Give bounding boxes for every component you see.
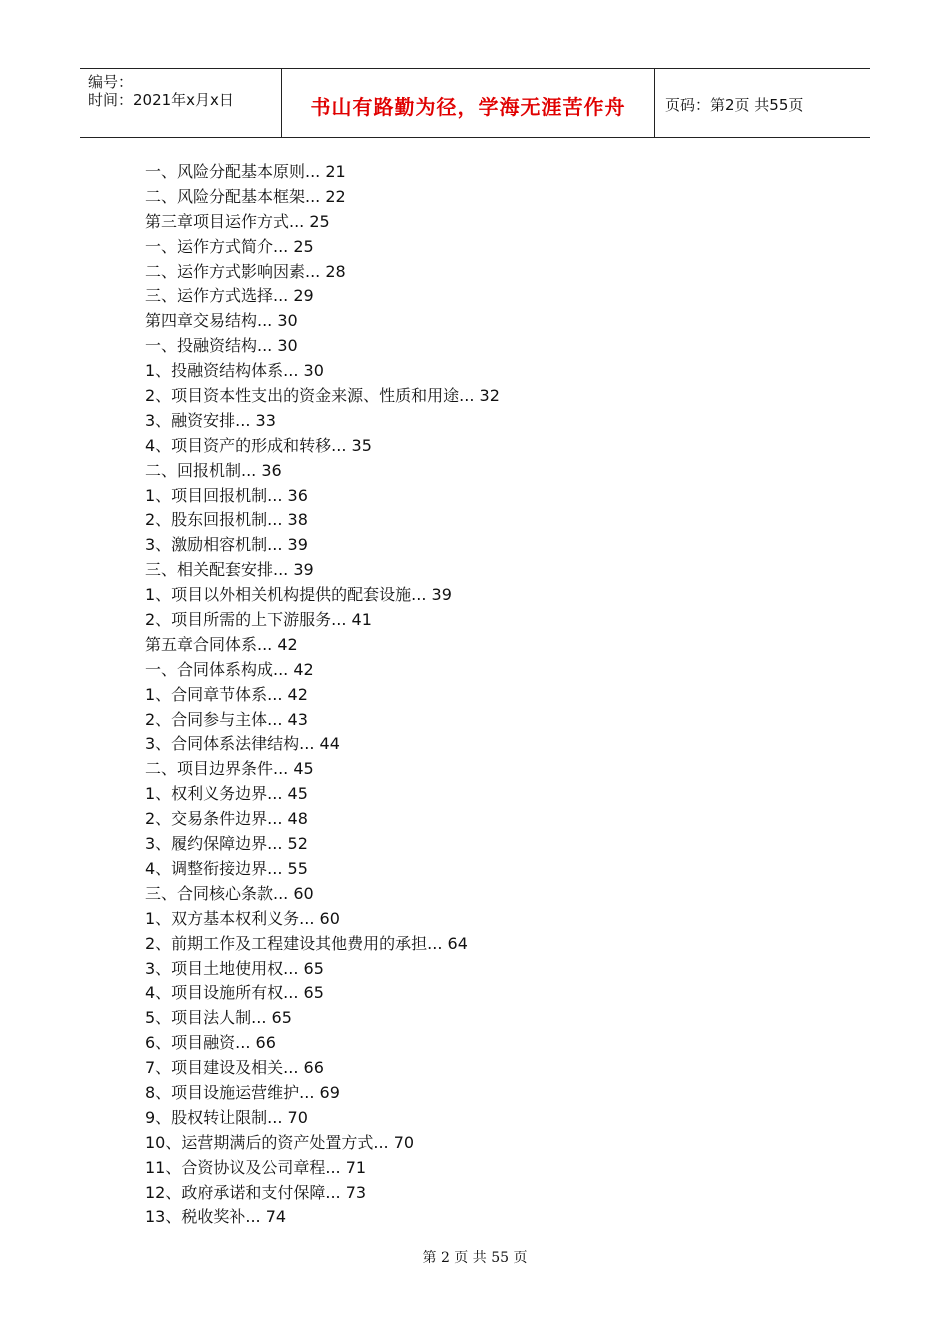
table-of-contents [145,160,500,1230]
toc-entry[interactable]: 3、履约保障边界... 52 [145,834,308,854]
toc-entry[interactable]: 13、税收奖补... 74 [145,1207,287,1227]
toc-entry[interactable]: 1、投融资结构体系... 30 [145,361,324,381]
header-motto: 书山有路勤为径，学海无涯苦作舟 [310,95,626,119]
header-motto-cell [282,69,655,137]
document-number-label: 编号： [88,73,134,91]
toc-entry[interactable]: 一、合同体系构成... 42 [145,659,314,679]
toc-entry[interactable]: 2、项目资本性支出的资金来源、性质和用途... 32 [145,386,500,406]
toc-entry[interactable]: 一、投融资结构... 30 [145,336,298,356]
toc-entry[interactable]: 2、交易条件边界... 48 [145,809,308,829]
toc-entry[interactable]: 第五章合同体系... 42 [145,634,298,654]
toc-entry[interactable]: 2、合同参与主体... 43 [145,709,308,729]
toc-entry[interactable]: 2、项目所需的上下游服务... 41 [145,610,372,630]
toc-entry[interactable]: 9、股权转让限制... 70 [145,1107,308,1127]
toc-entry[interactable]: 1、项目以外相关机构提供的配套设施... 39 [145,585,452,605]
header-info-cell [80,69,282,137]
toc-entry[interactable]: 10、运营期满后的资产处置方式... 70 [145,1132,415,1152]
document-date: 时间：2021年x月x日 [88,91,234,109]
toc-entry[interactable]: 11、合资协议及公司章程... 71 [145,1157,367,1177]
toc-entry[interactable]: 1、双方基本权利义务... 60 [145,908,340,928]
toc-entry[interactable]: 第三章项目运作方式... 25 [145,211,330,231]
toc-entry[interactable]: 8、项目设施运营维护... 69 [145,1082,340,1102]
toc-entry[interactable]: 3、激励相容机制... 39 [145,535,308,555]
toc-entry[interactable]: 二、回报机制... 36 [145,460,282,480]
toc-entry[interactable]: 一、运作方式简介... 25 [145,236,314,256]
toc-entry[interactable]: 4、调整衔接边界... 55 [145,858,308,878]
toc-entry[interactable]: 三、相关配套安排... 39 [145,560,314,580]
toc-entry[interactable]: 二、风险分配基本框架... 22 [145,186,346,206]
toc-entry[interactable]: 7、项目建设及相关... 66 [145,1058,324,1078]
toc-entry[interactable]: 3、合同体系法律结构... 44 [145,734,340,754]
toc-entry[interactable]: 三、运作方式选择... 29 [145,286,314,306]
page-header [80,68,870,138]
toc-entry[interactable]: 2、股东回报机制... 38 [145,510,308,530]
toc-entry[interactable]: 第四章交易结构... 30 [145,311,298,331]
toc-entry[interactable]: 5、项目法人制... 65 [145,1008,292,1028]
toc-entry[interactable]: 二、项目边界条件... 45 [145,759,314,779]
toc-entry[interactable]: 3、融资安排... 33 [145,410,276,430]
page-footer: 第 2 页 共 55 页 [422,1250,528,1266]
toc-entry[interactable]: 4、项目设施所有权... 65 [145,983,324,1003]
toc-entry[interactable]: 1、项目回报机制... 36 [145,485,308,505]
header-page-info: 页码：第2页 共55页 [665,96,804,114]
toc-entry[interactable]: 一、风险分配基本原则... 21 [145,162,346,181]
toc-entry[interactable]: 二、运作方式影响因素... 28 [145,261,346,281]
toc-entry[interactable]: 12、政府承诺和支付保障... 73 [145,1182,367,1202]
header-page-cell [655,69,870,137]
toc-entry[interactable]: 6、项目融资... 66 [145,1033,276,1053]
toc-entry[interactable]: 三、合同核心条款... 60 [145,883,314,903]
toc-entry[interactable]: 1、合同章节体系... 42 [145,684,308,704]
toc-entry[interactable]: 1、权利义务边界... 45 [145,784,308,804]
toc-entry[interactable]: 4、项目资产的形成和转移... 35 [145,435,372,455]
toc-entry[interactable]: 2、前期工作及工程建设其他费用的承担... 64 [145,933,468,953]
toc-entry[interactable]: 3、项目土地使用权... 65 [145,958,324,978]
